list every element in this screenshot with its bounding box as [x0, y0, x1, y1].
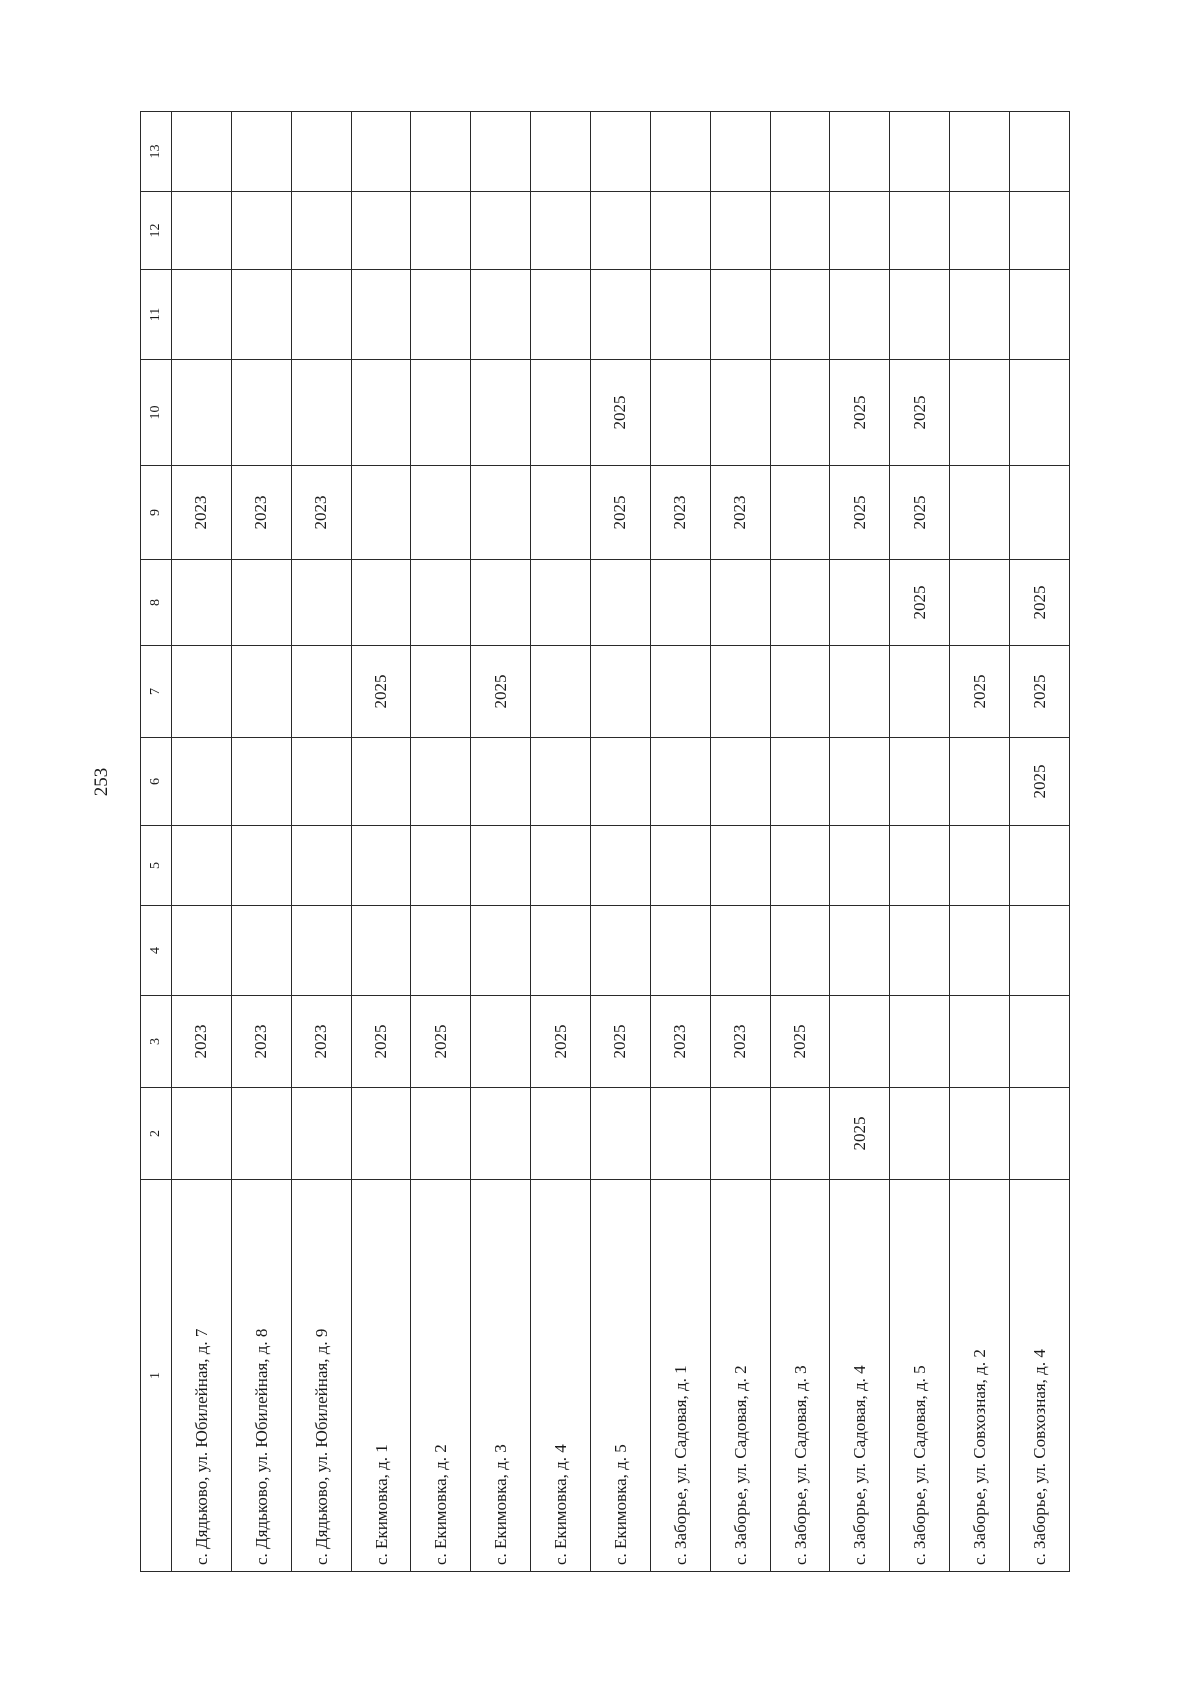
cell-col-6: [471, 738, 531, 826]
cell-col-5: [351, 826, 411, 906]
cell-col-2: [231, 1088, 291, 1180]
cell-col-12: [471, 192, 531, 270]
cell-col-12: [172, 192, 232, 270]
cell-col-7: [531, 646, 591, 738]
row-address: с. Заборье, ул. Садовая, д. 4: [830, 1180, 890, 1572]
cell-col-12: [830, 192, 890, 270]
column-header-2: 2: [141, 1088, 172, 1180]
cell-col-9: 2023: [291, 466, 351, 560]
cell-col-3: 2023: [231, 996, 291, 1088]
cell-col-13: [890, 112, 950, 192]
cell-col-8: [710, 560, 770, 646]
cell-col-13: [710, 112, 770, 192]
table-row: [531, 112, 591, 1572]
cell-col-2: [172, 1088, 232, 1180]
cell-col-10: [291, 360, 351, 466]
cell-col-11: [351, 270, 411, 360]
cell-col-10: [411, 360, 471, 466]
cell-col-2: [710, 1088, 770, 1180]
cell-col-12: [351, 192, 411, 270]
cell-col-7: [770, 646, 830, 738]
cell-col-12: [770, 192, 830, 270]
cell-col-12: [890, 192, 950, 270]
cell-col-3: 2023: [650, 996, 710, 1088]
cell-col-3: [890, 996, 950, 1088]
cell-col-6: [950, 738, 1010, 826]
cell-col-11: [650, 270, 710, 360]
row-address: с. Екимовка, д. 3: [471, 1180, 531, 1572]
cell-col-4: [231, 906, 291, 996]
cell-col-3: 2023: [710, 996, 770, 1088]
column-header-7: 7: [141, 646, 172, 738]
table-row: [351, 112, 411, 1572]
cell-col-6: [650, 738, 710, 826]
cell-col-9: 2023: [231, 466, 291, 560]
cell-col-6: 2025: [1010, 738, 1070, 826]
table-row: [830, 112, 890, 1572]
cell-col-12: [411, 192, 471, 270]
column-header-9: 9: [141, 466, 172, 560]
column-header-3: 3: [141, 996, 172, 1088]
cell-col-11: [591, 270, 651, 360]
table-row: [231, 112, 291, 1572]
cell-col-9: [411, 466, 471, 560]
cell-col-13: [531, 112, 591, 192]
cell-col-7: 2025: [1010, 646, 1070, 738]
column-header-8: 8: [141, 560, 172, 646]
cell-col-13: [1010, 112, 1070, 192]
cell-col-3: [1010, 996, 1070, 1088]
cell-col-11: [172, 270, 232, 360]
cell-col-2: [411, 1088, 471, 1180]
cell-col-8: [950, 560, 1010, 646]
cell-col-13: [471, 112, 531, 192]
table-row: [890, 112, 950, 1572]
cell-col-10: [471, 360, 531, 466]
row-address: с. Заборье, ул. Садовая, д. 3: [770, 1180, 830, 1572]
header-row: [141, 112, 172, 1572]
cell-col-4: [770, 906, 830, 996]
cell-col-9: 2025: [591, 466, 651, 560]
page-number: 253: [91, 767, 112, 797]
cell-col-8: [770, 560, 830, 646]
cell-col-5: [890, 826, 950, 906]
cell-col-10: 2025: [830, 360, 890, 466]
table-body: [172, 112, 1070, 1572]
cell-col-4: [710, 906, 770, 996]
cell-col-4: [351, 906, 411, 996]
cell-col-10: [531, 360, 591, 466]
row-address: с. Заборье, ул. Совхозная, д. 2: [950, 1180, 1010, 1572]
cell-col-10: 2025: [890, 360, 950, 466]
cell-col-11: [1010, 270, 1070, 360]
table-row: [950, 112, 1010, 1572]
column-header-4: 4: [141, 906, 172, 996]
cell-col-7: [890, 646, 950, 738]
cell-col-11: [411, 270, 471, 360]
cell-col-3: [950, 996, 1010, 1088]
cell-col-4: [531, 906, 591, 996]
cell-col-5: [471, 826, 531, 906]
cell-col-5: [172, 826, 232, 906]
cell-col-12: [710, 192, 770, 270]
cell-col-13: [770, 112, 830, 192]
table-row: [1010, 112, 1070, 1572]
cell-col-9: [351, 466, 411, 560]
cell-col-2: [471, 1088, 531, 1180]
cell-col-10: 2025: [591, 360, 651, 466]
cell-col-9: [770, 466, 830, 560]
cell-col-3: 2025: [411, 996, 471, 1088]
cell-col-13: [411, 112, 471, 192]
column-header-11: 11: [141, 270, 172, 360]
column-header-12: 12: [141, 192, 172, 270]
cell-col-3: 2025: [591, 996, 651, 1088]
cell-col-8: 2025: [890, 560, 950, 646]
cell-col-6: [351, 738, 411, 826]
cell-col-8: [411, 560, 471, 646]
cell-col-3: 2025: [351, 996, 411, 1088]
cell-col-10: [950, 360, 1010, 466]
cell-col-2: 2025: [830, 1088, 890, 1180]
cell-col-10: [650, 360, 710, 466]
row-address: с. Дядьково, ул. Юбилейная, д. 8: [231, 1180, 291, 1572]
cell-col-9: 2023: [172, 466, 232, 560]
cell-col-12: [591, 192, 651, 270]
cell-col-7: 2025: [471, 646, 531, 738]
cell-col-11: [710, 270, 770, 360]
table-row: [291, 112, 351, 1572]
cell-col-2: [650, 1088, 710, 1180]
cell-col-11: [531, 270, 591, 360]
cell-col-2: [950, 1088, 1010, 1180]
cell-col-5: [770, 826, 830, 906]
cell-col-12: [291, 192, 351, 270]
cell-col-4: [950, 906, 1010, 996]
cell-col-5: [710, 826, 770, 906]
cell-col-8: [830, 560, 890, 646]
table-row: [172, 112, 232, 1572]
cell-col-3: 2025: [531, 996, 591, 1088]
cell-col-5: [650, 826, 710, 906]
cell-col-6: [770, 738, 830, 826]
cell-col-8: [351, 560, 411, 646]
cell-col-6: [830, 738, 890, 826]
cell-col-10: [770, 360, 830, 466]
column-header-10: 10: [141, 360, 172, 466]
column-header-6: 6: [141, 738, 172, 826]
cell-col-4: [830, 906, 890, 996]
cell-col-2: [591, 1088, 651, 1180]
cell-col-2: [770, 1088, 830, 1180]
cell-col-4: [172, 906, 232, 996]
cell-col-4: [411, 906, 471, 996]
cell-col-13: [830, 112, 890, 192]
cell-col-5: [291, 826, 351, 906]
cell-col-2: [531, 1088, 591, 1180]
cell-col-3: [471, 996, 531, 1088]
rotated-table-container: [140, 112, 1070, 1572]
cell-col-4: [291, 906, 351, 996]
cell-col-11: [471, 270, 531, 360]
cell-col-10: [710, 360, 770, 466]
cell-col-13: [231, 112, 291, 192]
cell-col-4: [591, 906, 651, 996]
cell-col-2: [890, 1088, 950, 1180]
row-address: с. Екимовка, д. 1: [351, 1180, 411, 1572]
cell-col-5: [531, 826, 591, 906]
cell-col-12: [1010, 192, 1070, 270]
cell-col-12: [650, 192, 710, 270]
cell-col-11: [830, 270, 890, 360]
cell-col-4: [471, 906, 531, 996]
row-address: с. Екимовка, д. 4: [531, 1180, 591, 1572]
cell-col-13: [172, 112, 232, 192]
row-address: с. Заборье, ул. Совхозная, д. 4: [1010, 1180, 1070, 1572]
row-address: с. Екимовка, д. 2: [411, 1180, 471, 1572]
cell-col-11: [291, 270, 351, 360]
cell-col-7: [591, 646, 651, 738]
cell-col-6: [231, 738, 291, 826]
cell-col-7: [650, 646, 710, 738]
cell-col-10: [172, 360, 232, 466]
row-address: с. Дядьково, ул. Юбилейная, д. 7: [172, 1180, 232, 1572]
cell-col-7: 2025: [351, 646, 411, 738]
cell-col-7: [231, 646, 291, 738]
cell-col-9: 2023: [650, 466, 710, 560]
cell-col-7: 2025: [950, 646, 1010, 738]
cell-col-8: [291, 560, 351, 646]
row-address: с. Заборье, ул. Садовая, д. 5: [890, 1180, 950, 1572]
cell-col-9: 2025: [830, 466, 890, 560]
cell-col-6: [172, 738, 232, 826]
cell-col-9: [1010, 466, 1070, 560]
cell-col-9: 2023: [710, 466, 770, 560]
row-address: с. Дядьково, ул. Юбилейная, д. 9: [291, 1180, 351, 1572]
cell-col-4: [1010, 906, 1070, 996]
cell-col-7: [291, 646, 351, 738]
cell-col-12: [950, 192, 1010, 270]
column-header-5: 5: [141, 826, 172, 906]
table-row: [471, 112, 531, 1572]
cell-col-9: [471, 466, 531, 560]
cell-col-6: [411, 738, 471, 826]
cell-col-11: [770, 270, 830, 360]
table-row: [710, 112, 770, 1572]
cell-col-3: 2023: [291, 996, 351, 1088]
cell-col-11: [890, 270, 950, 360]
table-row: [411, 112, 471, 1572]
cell-col-5: [950, 826, 1010, 906]
cell-col-13: [650, 112, 710, 192]
cell-col-9: [950, 466, 1010, 560]
cell-col-7: [830, 646, 890, 738]
cell-col-8: [471, 560, 531, 646]
row-address: с. Екимовка, д. 5: [591, 1180, 651, 1572]
cell-col-8: [172, 560, 232, 646]
column-header-1: 1: [141, 1180, 172, 1572]
cell-col-5: [830, 826, 890, 906]
cell-col-2: [1010, 1088, 1070, 1180]
column-header-13: 13: [141, 112, 172, 192]
cell-col-13: [291, 112, 351, 192]
cell-col-5: [231, 826, 291, 906]
cell-col-7: [710, 646, 770, 738]
cell-col-3: 2023: [172, 996, 232, 1088]
cell-col-6: [710, 738, 770, 826]
cell-col-11: [950, 270, 1010, 360]
schedule-table: [140, 111, 1070, 1572]
cell-col-2: [291, 1088, 351, 1180]
cell-col-4: [650, 906, 710, 996]
cell-col-8: [650, 560, 710, 646]
cell-col-3: 2025: [770, 996, 830, 1088]
cell-col-2: [351, 1088, 411, 1180]
table-row: [591, 112, 651, 1572]
cell-col-10: [231, 360, 291, 466]
cell-col-6: [591, 738, 651, 826]
table-row: [770, 112, 830, 1572]
cell-col-5: [411, 826, 471, 906]
cell-col-13: [351, 112, 411, 192]
cell-col-3: [830, 996, 890, 1088]
table-row: [650, 112, 710, 1572]
cell-col-11: [231, 270, 291, 360]
cell-col-7: [411, 646, 471, 738]
cell-col-10: [351, 360, 411, 466]
cell-col-6: [531, 738, 591, 826]
cell-col-13: [591, 112, 651, 192]
cell-col-5: [1010, 826, 1070, 906]
cell-col-8: [231, 560, 291, 646]
row-address: с. Заборье, ул. Садовая, д. 1: [650, 1180, 710, 1572]
cell-col-13: [950, 112, 1010, 192]
cell-col-9: [531, 466, 591, 560]
cell-col-12: [531, 192, 591, 270]
cell-col-12: [231, 192, 291, 270]
row-address: с. Заборье, ул. Садовая, д. 2: [710, 1180, 770, 1572]
cell-col-5: [591, 826, 651, 906]
cell-col-8: [591, 560, 651, 646]
cell-col-6: [291, 738, 351, 826]
cell-col-8: [531, 560, 591, 646]
cell-col-9: 2025: [890, 466, 950, 560]
cell-col-8: 2025: [1010, 560, 1070, 646]
cell-col-10: [1010, 360, 1070, 466]
cell-col-4: [890, 906, 950, 996]
cell-col-6: [890, 738, 950, 826]
cell-col-7: [172, 646, 232, 738]
table-header: [141, 112, 172, 1572]
